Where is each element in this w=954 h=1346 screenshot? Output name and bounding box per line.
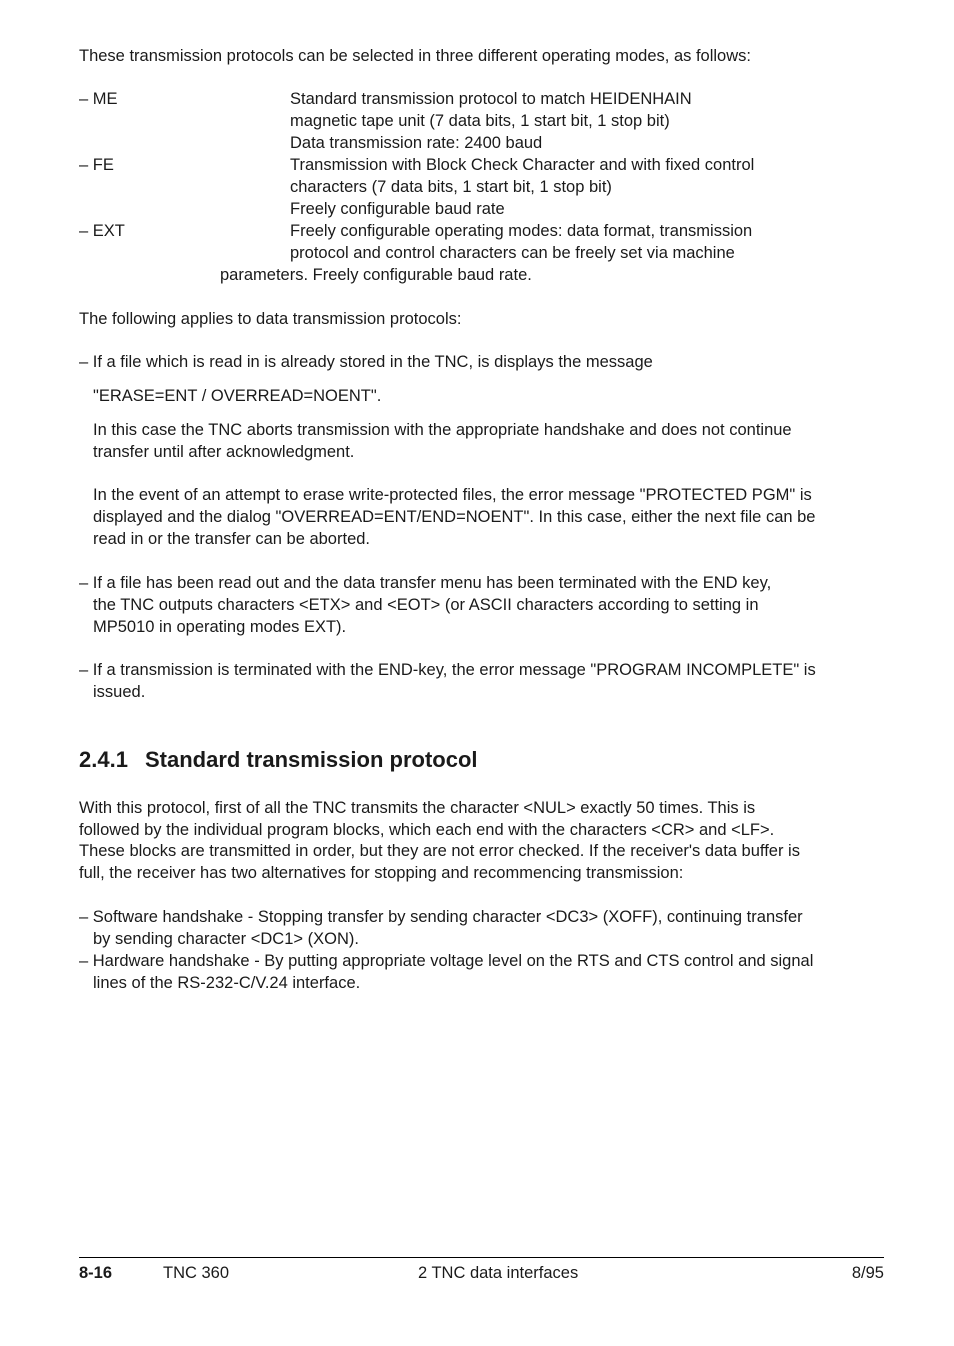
paragraph-line: followed by the individual program blocks, which each end with the characters <CR> and <LF>. <box>79 821 775 839</box>
mode-ext-line: protocol and control characters can be freely set via machine <box>290 244 735 262</box>
intro-text: These transmission protocols can be selected in three different operating modes, as follows: <box>79 47 751 65</box>
paragraph-line: These blocks are transmitted in order, but they are not error checked. If the receiver's data buffer is <box>79 842 800 860</box>
footer-date: 8/95 <box>851 1264 884 1282</box>
mode-label-me: – ME <box>79 90 118 108</box>
bullet-line: by sending character <DC1> (XON). <box>93 930 359 948</box>
bullet-line: In this case the TNC aborts transmission with the appropriate handshake and does not continue <box>93 421 792 439</box>
erase-message: "ERASE=ENT / OVERREAD=NOENT". <box>93 387 382 405</box>
footer-chapter: 2 TNC data interfaces <box>418 1264 579 1282</box>
footer-rule <box>79 1257 884 1258</box>
bullet-line: – Hardware handshake - By putting appropriate voltage level on the RTS and CTS control and signal <box>79 952 814 970</box>
mode-fe-line: Transmission with Block Check Character and with fixed control <box>290 156 755 174</box>
footer-page-number: 8-16 <box>79 1264 113 1282</box>
bullet-line: the TNC outputs characters <ETX> and <EOT> (or ASCII characters according to setting in <box>93 596 759 614</box>
paragraph-line: With this protocol, first of all the TNC transmits the character <NUL> exactly 50 times. This is <box>79 799 756 817</box>
bullet-line: In the event of an attempt to erase write-protected files, the error message "PROTECTED PGM" is <box>93 486 812 504</box>
bullet-line: – If a file has been read out and the data transfer menu has been terminated with the END key, <box>79 574 772 592</box>
paragraph-line: full, the receiver has two alternatives for stopping and recommencing transmission: <box>79 864 684 882</box>
mode-me-line: Data transmission rate: 2400 baud <box>290 134 543 152</box>
section-title: Standard transmission protocol <box>145 747 478 772</box>
bullet-line: – Software handshake - Stopping transfer by sending character <DC3> (XOFF), continuing transfer <box>79 908 803 926</box>
mode-label-fe: – FE <box>79 156 114 174</box>
bullet-line: transfer until after acknowledgment. <box>93 443 355 461</box>
mode-ext-line: Freely configurable operating modes: data format, transmission <box>290 222 753 240</box>
footer-product: TNC 360 <box>163 1264 230 1282</box>
section-heading <box>79 746 478 774</box>
bullet-line: lines of the RS-232-C/V.24 interface. <box>93 974 361 992</box>
bullet-line: read in or the transfer can be aborted. <box>93 530 371 548</box>
mode-me-line: magnetic tape unit (7 data bits, 1 start bit, 1 stop bit) <box>290 112 670 130</box>
bullet-line: displayed and the dialog "OVERREAD=ENT/END=NOENT". In this case, either the next file can be <box>93 508 816 526</box>
bullet-line: – If a file which is read in is already stored in the TNC, is displays the message <box>79 353 653 371</box>
section-number: 2.4.1 <box>79 747 128 772</box>
mode-me-line: Standard transmission protocol to match HEIDENHAIN <box>290 90 692 108</box>
mode-fe-line: Freely configurable baud rate <box>290 200 505 218</box>
bullet-line: issued. <box>93 683 146 701</box>
mode-fe-line: characters (7 data bits, 1 start bit, 1 stop bit) <box>290 178 612 196</box>
mode-label-ext: – EXT <box>79 222 125 240</box>
applies-intro: The following applies to data transmission protocols: <box>79 310 462 328</box>
bullet-line: – If a transmission is terminated with the END-key, the error message "PROGRAM INCOMPLETE" is <box>79 661 816 679</box>
mode-ext-tail: parameters. Freely configurable baud rate. <box>220 266 532 284</box>
bullet-line: MP5010 in operating modes EXT). <box>93 618 347 636</box>
